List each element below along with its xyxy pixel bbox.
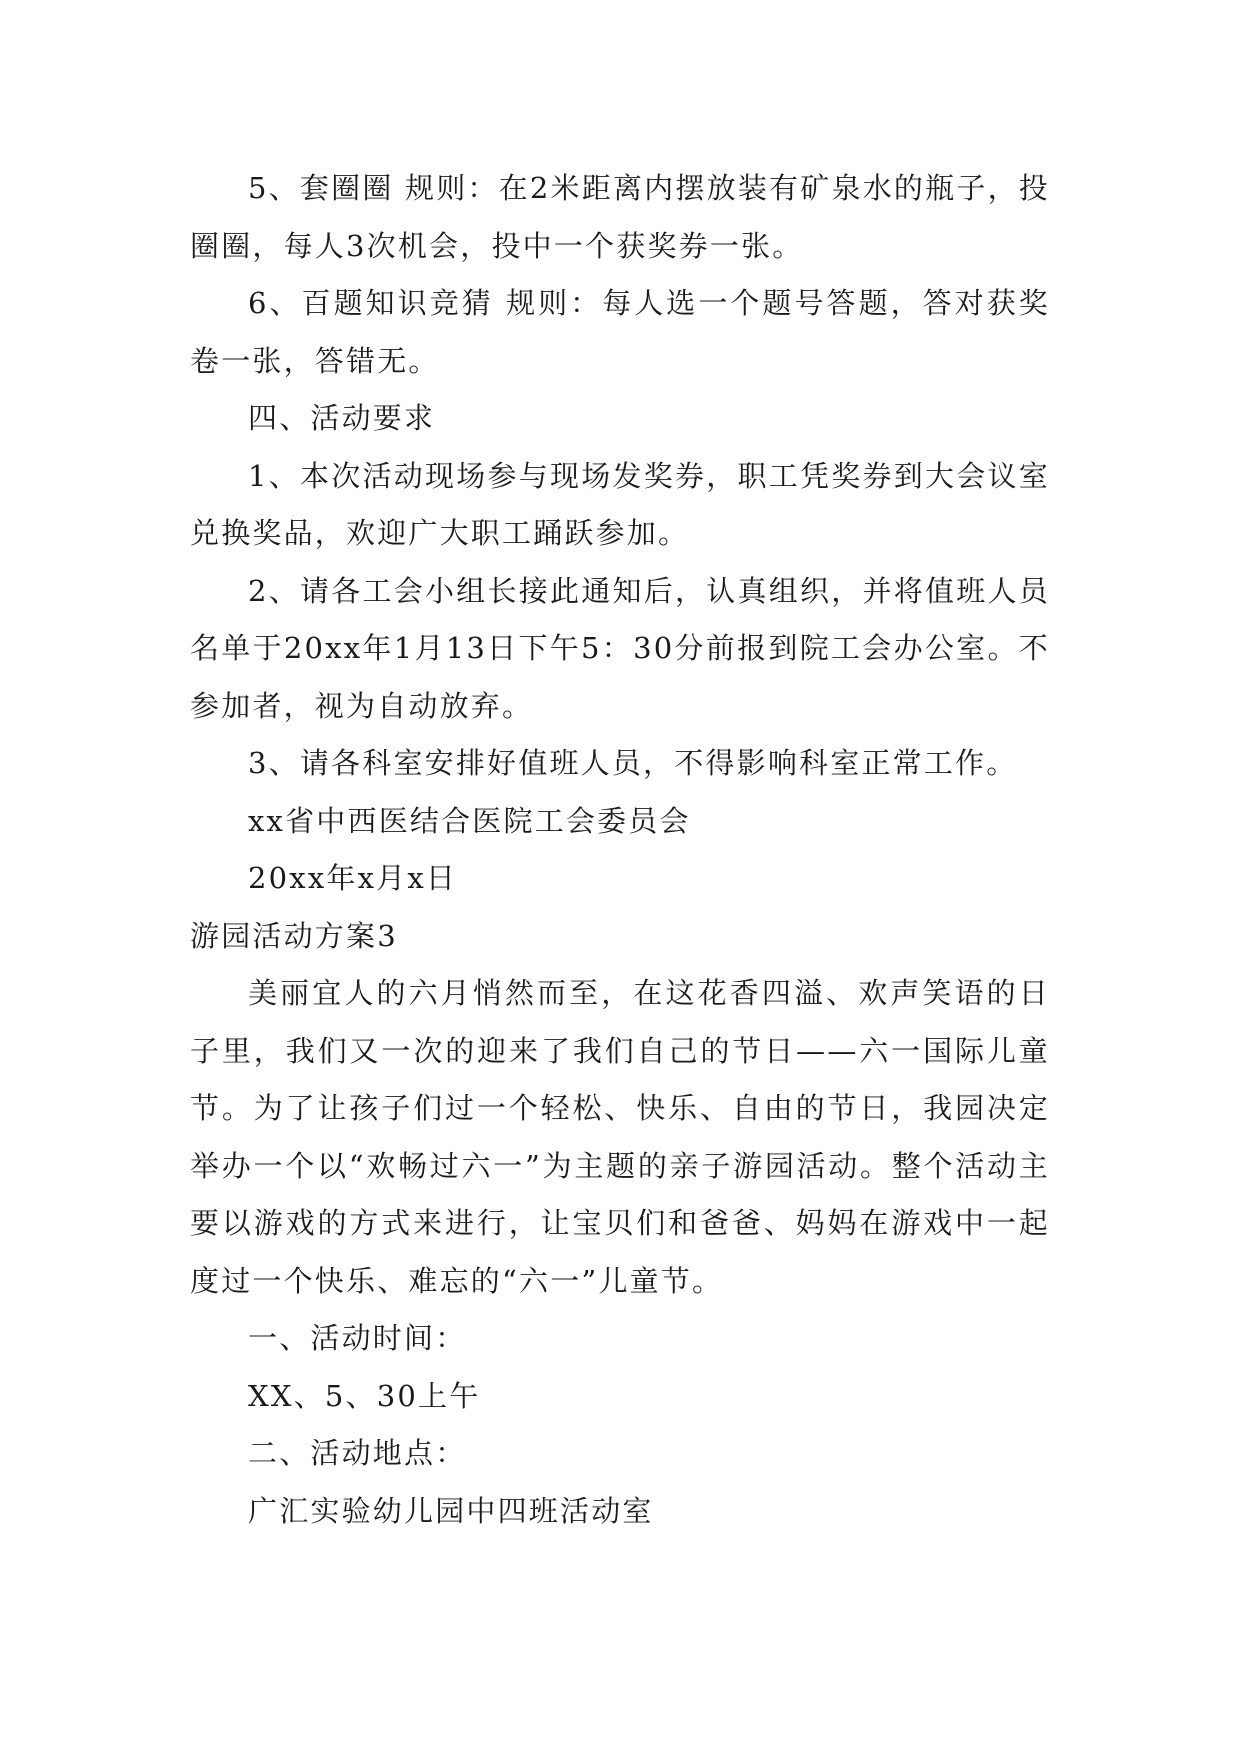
paragraph-rule-quiz: 6、百题知识竞猜 规则：每人选一个题号答题，答对获奖卷一张，答错无。 bbox=[190, 286, 1050, 378]
signature-organization: xx省中西医结合医院工会委员会 bbox=[248, 803, 691, 838]
section-heading-time: 一、活动时间： bbox=[248, 1321, 467, 1355]
section-heading-requirements: 四、活动要求 bbox=[248, 401, 436, 435]
paragraph-requirement-1: 1、本次活动现场参与现场发奖券，职工凭奖券到大会议室兑换奖品，欢迎广大职工踊跃参加。 bbox=[190, 458, 1050, 550]
activity-location-value: 广汇实验幼儿园中四班活动室 bbox=[248, 1493, 654, 1528]
paragraph-requirement-3: 3、请各科室安排好值班人员，不得影响科室正常工作。 bbox=[248, 746, 1018, 780]
section-heading-location: 二、活动地点： bbox=[248, 1436, 467, 1470]
signature-date: 20xx年x月x日 bbox=[248, 861, 458, 895]
document-section-title: 游园活动方案3 bbox=[190, 918, 398, 953]
paragraph-introduction: 美丽宜人的六月悄然而至，在这花香四溢、欢声笑语的日子里，我们又一次的迎来了我们自己的节日——六一国际儿童节。为了让孩子们过一个轻松、快乐、自由的节日，我园决定举办一个以“欢畅过六一”为主题的亲子游园活动。整个活动主要以游戏的方式来进行，让宝贝们和爸爸、妈妈在游戏中一起度过一个快乐、难忘的“六一”儿童节。 bbox=[190, 976, 1050, 1298]
document-body bbox=[190, 160, 1050, 1540]
paragraph-rule-ring-toss: 5、套圈圈 规则：在2米距离内摆放装有矿泉水的瓶子，投圈圈，每人3次机会，投中一个获奖券一张。 bbox=[190, 171, 1050, 263]
paragraph-requirement-2: 2、请各工会小组长接此通知后，认真组织，并将值班人员名单于20xx年1月13日下午5：30分前报到院工会办公室。不参加者，视为自动放弃。 bbox=[190, 573, 1050, 723]
activity-time-value: XX、5、30上午 bbox=[248, 1378, 481, 1413]
